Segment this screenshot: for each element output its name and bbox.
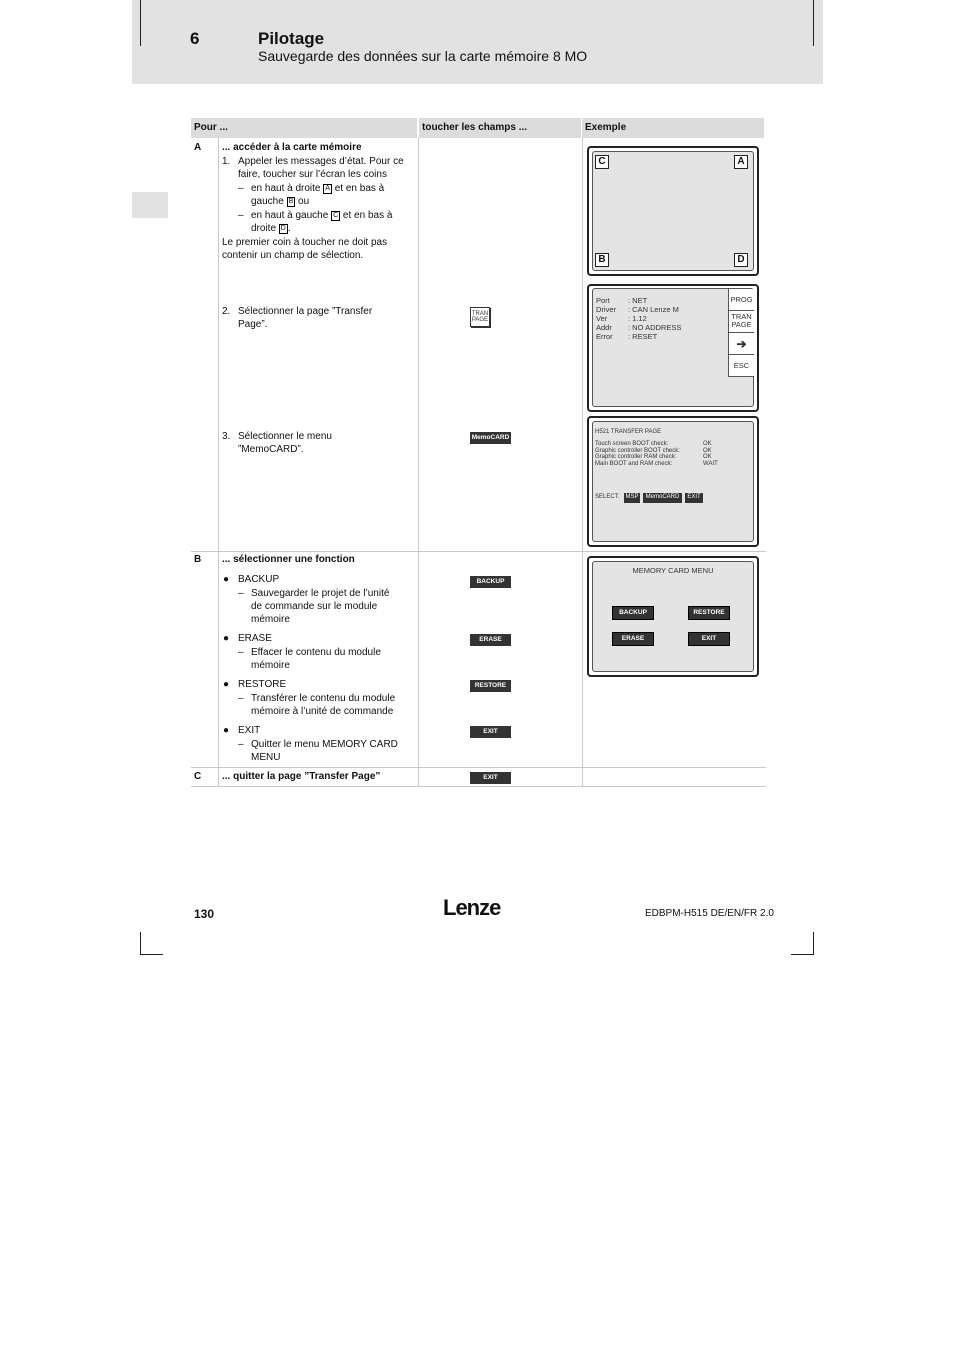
dash1-text-b: et en bas à — [334, 183, 385, 194]
dash2-line2 — [251, 222, 291, 235]
side-tran1: TRAN — [731, 312, 752, 321]
corner-key-a: A — [325, 185, 330, 192]
tran-page-field[interactable] — [470, 307, 490, 327]
corner-c[interactable]: C — [595, 155, 609, 169]
note-line2: contenir un champ de sélection. — [222, 250, 364, 261]
bullet: ● — [223, 725, 230, 736]
transfer-results: OK OK OK WAIT — [703, 441, 718, 467]
row-letter-a: A — [194, 142, 202, 153]
transfer-title: H521 TRANSFER PAGE — [595, 429, 662, 435]
bullet: ● — [223, 574, 230, 585]
table-column-divider — [418, 138, 419, 787]
corner-key-c: C — [333, 212, 339, 219]
step-number: 1. — [222, 156, 231, 167]
row-b-title: ... sélectionner une fonction — [222, 554, 355, 565]
select-label: SELECT: — [595, 494, 620, 500]
chapter-side-tab — [132, 192, 168, 218]
page-number: 130 — [194, 907, 215, 921]
menu-restore-button[interactable]: RESTORE — [688, 606, 730, 620]
header-exemple: Exemple — [582, 118, 764, 138]
memocard-button[interactable]: MemoCARD — [643, 493, 682, 503]
dash1-text-d: ou — [298, 196, 310, 207]
function-label: EXIT — [238, 725, 261, 736]
side-tran2: PAGE — [731, 320, 752, 329]
row-letter-b: B — [194, 554, 202, 565]
dash2-line1 — [251, 209, 392, 222]
corner-a[interactable]: A — [734, 155, 748, 169]
function-desc: MENU — [251, 752, 281, 763]
dash-marker: – — [238, 588, 244, 599]
function-desc: de commande sur le module — [251, 601, 378, 612]
chapter-number: 6 — [190, 29, 200, 48]
restore-field[interactable]: RESTORE — [470, 680, 511, 692]
step-number: 2. — [222, 306, 231, 317]
function-desc: mémoire — [251, 614, 290, 625]
dash-marker: – — [238, 647, 244, 658]
tran-page-button[interactable] — [728, 311, 754, 333]
corner-b[interactable]: B — [595, 253, 609, 267]
bullet: ● — [223, 633, 230, 644]
page-header-band — [132, 0, 823, 84]
crop-mark — [791, 954, 814, 955]
corner-key-d: D — [280, 225, 286, 232]
menu-backup-button[interactable]: BACKUP — [612, 606, 654, 620]
crop-mark — [813, 0, 814, 46]
function-label: RESTORE — [238, 679, 287, 690]
exit-transfer-field[interactable]: EXIT — [470, 772, 511, 784]
crop-mark — [140, 954, 163, 955]
corner-d[interactable]: D — [734, 253, 748, 267]
function-desc: mémoire à l’unité de commande — [251, 706, 394, 717]
status-labels: Port Driver Ver Addr Error — [596, 296, 616, 341]
step2-line1: Sélectionner la page ”Transfer — [238, 306, 373, 317]
menu-exit-button[interactable]: EXIT — [688, 632, 730, 646]
lenze-logo: Lenze — [443, 895, 501, 920]
dash2-text-a: en haut à gauche — [251, 210, 329, 221]
crop-mark — [813, 932, 814, 955]
step3-line1: Sélectionner le menu — [238, 431, 332, 442]
dash1-text-a: en haut à droite — [251, 183, 321, 194]
step-number: 3. — [222, 431, 231, 442]
row-a-title: ... accéder à la carte mémoire — [222, 142, 362, 153]
table-row-divider — [191, 551, 766, 552]
note-line1: Le premier coin à toucher ne doit pas — [222, 237, 388, 248]
esc-button[interactable]: ESC — [728, 355, 754, 377]
dash2-text-b: et en bas à — [342, 210, 393, 221]
dash1-line1 — [251, 182, 384, 195]
memory-menu-title: MEMORY CARD MENU — [632, 566, 714, 575]
step3-line2: ”MemoCARD”. — [238, 444, 304, 455]
step2-line2: Page”. — [238, 319, 268, 330]
status-values: : NET : CAN Lenze M : 1.12 : NO ADDRESS : RESET — [628, 296, 682, 341]
table-column-divider — [582, 138, 583, 787]
transfer-checks: Touch screen BOOT check: Graphic controller BOOT check: Graphic controller RAM check: Main BOOT and RAM check: — [595, 441, 680, 467]
row-c-title: ... quitter la page ”Transfer Page” — [222, 771, 381, 782]
header-toucher: toucher les champs ... — [419, 118, 581, 138]
table-row-divider — [191, 767, 766, 768]
crop-mark — [140, 932, 141, 955]
header-pour: Pour ... — [191, 118, 417, 138]
arrow-icon[interactable]: ➔ — [728, 333, 754, 355]
row-letter-c: C — [194, 771, 202, 782]
screen-display — [592, 151, 754, 271]
function-desc: Effacer le contenu du module — [251, 647, 381, 658]
dash-marker: – — [238, 693, 244, 704]
chapter-title: Pilotage — [258, 29, 325, 48]
screen-display — [592, 421, 754, 542]
menu-erase-button[interactable]: ERASE — [612, 632, 654, 646]
dash-marker: – — [238, 739, 244, 750]
step1-line2: faire, toucher sur l’écran les coins — [238, 169, 387, 180]
crop-mark — [140, 0, 141, 46]
function-desc: Transférer le contenu du module — [251, 693, 396, 704]
dash1-text-c: gauche — [251, 196, 284, 207]
section-subtitle: Sauvegarde des données sur la carte mémoire 8 MO — [258, 48, 588, 64]
function-label: ERASE — [238, 633, 272, 644]
function-desc: Quitter le menu MEMORY CARD — [251, 739, 398, 750]
step1-line1: Appeler les messages d’état. Pour ce — [238, 156, 404, 167]
bullet: ● — [223, 679, 230, 690]
memocard-field[interactable]: MemoCARD — [470, 432, 511, 444]
dash2-text-c: droite — [251, 223, 277, 234]
dash2-text-d: . — [287, 223, 291, 234]
tran-line2: PAGE — [471, 317, 489, 323]
erase-field[interactable]: ERASE — [470, 634, 511, 646]
function-desc: mémoire — [251, 660, 290, 671]
tran-line1: TRAN — [471, 311, 489, 317]
exit-field[interactable]: EXIT — [470, 726, 511, 738]
table-row-divider — [191, 786, 766, 787]
table-column-divider — [218, 138, 219, 787]
msp-button[interactable]: MSP — [624, 493, 640, 503]
backup-field[interactable]: BACKUP — [470, 576, 511, 588]
dash-marker: – — [238, 183, 244, 194]
corner-key-b: B — [288, 198, 294, 205]
function-desc: Sauvegarder le projet de l’unité — [251, 588, 390, 599]
dash-marker: – — [238, 210, 244, 221]
exit-button[interactable]: EXIT — [685, 493, 703, 503]
function-label: BACKUP — [238, 574, 280, 585]
prog-button[interactable]: PROG — [728, 289, 754, 311]
dash1-line2 — [251, 195, 309, 208]
document-id: EDBPM-H515 DE/EN/FR 2.0 — [645, 908, 774, 919]
